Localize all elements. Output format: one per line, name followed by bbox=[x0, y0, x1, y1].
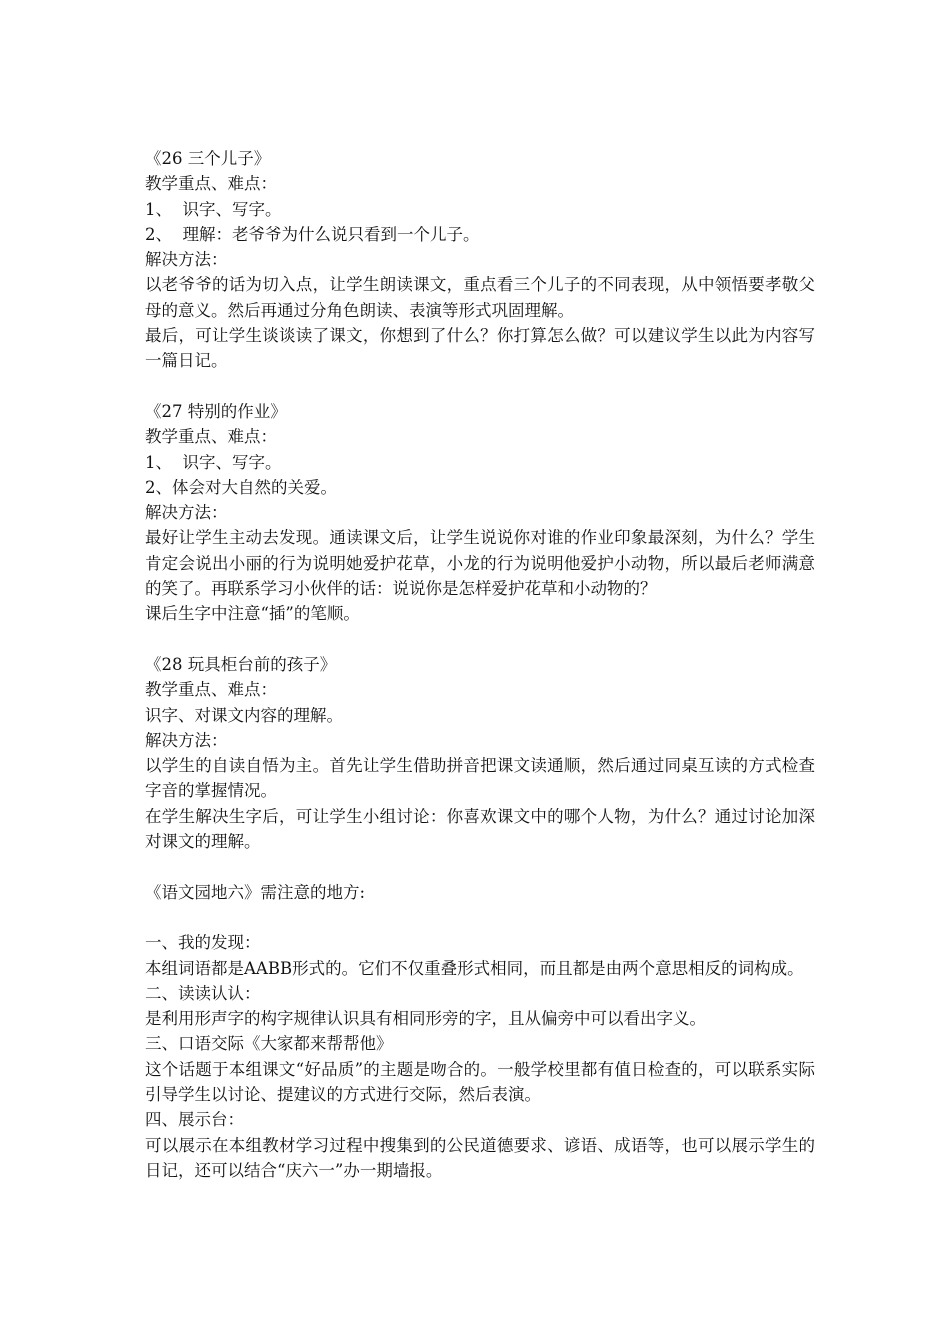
lesson-title: 《28 玩具柜台前的孩子》 bbox=[145, 654, 337, 674]
method-paragraph: 最后，可让学生谈谈读了课文，你想到了什么？你打算怎么做？可以建议学生以此为内容写一篇日记。 bbox=[145, 326, 815, 371]
lesson-title: 《26 三个儿子》 bbox=[145, 149, 271, 168]
method-paragraph: 以老爷爷的话为切入点，让学生朗读课文，重点看三个儿子的不同表现，从中领悟要孝敬父母的意义。然后再通过分角色朗读、表演等形式巩固理解。 bbox=[145, 275, 815, 320]
garden-item-text: 这个话题于本组课文“好品质”的主题是吻合的。一般学校里都有值日检查的，可以联系实际引导学生以讨论、提建议的方式进行交际，然后表演。 bbox=[145, 1059, 815, 1104]
method-paragraph: 课后生字中注意“插”的笔顺。 bbox=[145, 604, 360, 624]
blank-line bbox=[145, 627, 815, 652]
focus-point: 1、 识字、写字。 bbox=[145, 452, 282, 472]
focus-point: 2、 理解：老爷爷为什么说只看到一个儿子。 bbox=[145, 224, 480, 244]
lesson-title: 《27 特别的作业》 bbox=[145, 401, 287, 421]
garden-item-heading: 二、读读认认： bbox=[145, 983, 261, 1003]
lesson-section-27 bbox=[145, 399, 815, 627]
garden-title: 《语文园地六》需注意的地方: bbox=[145, 882, 366, 902]
focus-point: 2、体会对大自然的关爱。 bbox=[145, 477, 337, 497]
focus-heading: 教学重点、难点： bbox=[145, 427, 277, 447]
method-heading: 解决方法： bbox=[145, 503, 228, 523]
focus-point: 识字、对课文内容的理解。 bbox=[145, 705, 343, 725]
garden-item-text: 是利用形声字的构字规律认识具有相同形旁的字，且从偏旁中可以看出字义。 bbox=[145, 1009, 706, 1029]
method-heading: 解决方法： bbox=[145, 250, 228, 270]
method-paragraph: 以学生的自读自悟为主。首先让学生借助拼音把课文读通顺，然后通过同桌互读的方式检查字音的掌握情况。 bbox=[145, 756, 815, 801]
method-heading: 解决方法： bbox=[145, 730, 228, 750]
lesson-section-26 bbox=[145, 146, 815, 374]
blank-line bbox=[145, 374, 815, 399]
document-body bbox=[145, 146, 815, 1183]
method-paragraph: 最好让学生主动去发现。通读课文后，让学生说说你对谁的作业印象最深刻，为什么？学生肯定会说出小丽的行为说明她爱护花草，小龙的行为说明他爱护小动物，所以最后老师满意的笑了。再联系学习小伙伴的话：说说你是怎样爱护花草和小动物的？ bbox=[145, 528, 815, 599]
blank-line bbox=[145, 905, 815, 930]
focus-point: 1、 识字、写字。 bbox=[145, 199, 282, 219]
focus-heading: 教学重点、难点： bbox=[145, 174, 277, 194]
garden-item-heading: 四、展示台： bbox=[145, 1110, 244, 1130]
garden-item-text: 可以展示在本组教材学习过程中搜集到的公民道德要求、谚语、成语等，也可以展示学生的日记，还可以结合“庆六一”办一期墙报。 bbox=[145, 1135, 815, 1180]
lesson-section-28 bbox=[145, 652, 815, 854]
method-paragraph: 在学生解决生字后，可让学生小组讨论：你喜欢课文中的哪个人物，为什么？通过讨论加深对课文的理解。 bbox=[145, 806, 815, 852]
focus-heading: 教学重点、难点： bbox=[145, 680, 277, 700]
garden-item-heading: 一、我的发现： bbox=[145, 933, 261, 953]
garden-section bbox=[145, 880, 815, 1184]
blank-line bbox=[145, 854, 815, 879]
garden-item-text: 本组词语都是AABB形式的。它们不仅重叠形式相同，而且都是由两个意思相反的词构成。 bbox=[145, 958, 804, 978]
garden-item-heading: 三、口语交际《大家都来帮帮他》 bbox=[145, 1034, 393, 1054]
